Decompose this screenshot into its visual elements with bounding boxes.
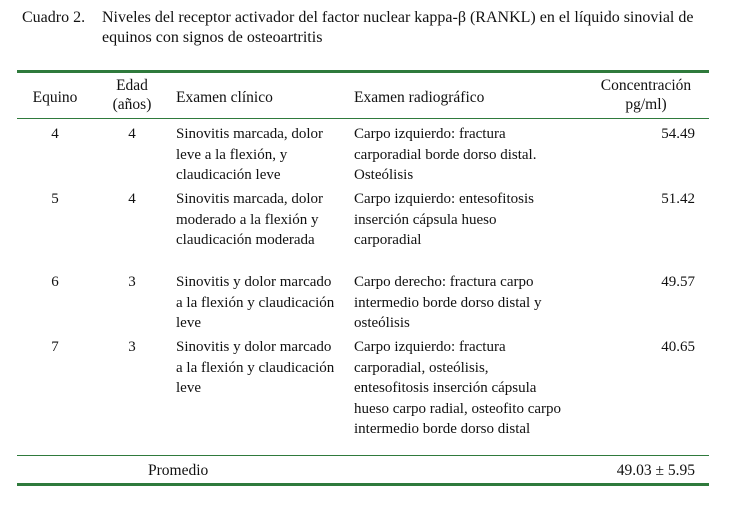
cell-clinico: Sinovitis y dolor marcado a la flexión y claudicación leve [176,274,335,331]
footer-label: Promedio [148,462,209,479]
cell-edad: 3 [128,339,136,355]
header-equino: Equino [32,89,78,106]
cell-conc: 40.65 [661,339,695,355]
header-conc-line2: pg/ml) [625,96,667,113]
caption-text: Niveles del receptor activador del factor nuclear kappa-β (RANKL) en el líquido sinovial de equinos con signos de osteoartritis [102,9,694,46]
cell-radio: Carpo izquierdo: fractura carporadial borde dorso distal. Osteólisis [354,126,537,183]
header-edad-line2: (años) [112,96,152,113]
header-radio: Examen radiográfico [354,89,485,106]
caption-label: Cuadro 2. [22,9,86,26]
cell-equino: 6 [51,274,59,290]
cell-radio: Carpo izquierdo: entesofitosis inserción cápsula hueso carporadial [354,191,534,248]
header-edad-line1: Edad [116,77,148,94]
cell-equino: 5 [51,191,59,207]
footer-value: 49.03 ± 5.95 [616,462,695,479]
cell-edad: 4 [128,191,136,207]
top-rule [17,70,709,73]
cell-edad: 4 [128,126,136,142]
cell-conc: 51.42 [661,191,695,207]
header-rule [17,118,709,119]
footer-rule [17,455,709,456]
cell-radio: Carpo derecho: fractura carpo intermedio borde dorso distal y osteólisis [354,274,542,331]
header-conc-line1: Concentración [600,77,692,94]
cell-equino: 4 [51,126,59,142]
header-clinico: Examen clínico [176,89,273,106]
cell-conc: 49.57 [661,274,695,290]
cell-clinico: Sinovitis marcada, dolor leve a la flexión, y claudicación leve [176,126,324,183]
cell-conc: 54.49 [661,126,695,142]
cell-edad: 3 [128,274,136,290]
cell-radio: Carpo izquierdo: fractura carporadial, osteólisis, entesofitosis inserción cápsula hueso carpo radial, osteofito carpo intermedio borde dorso distal [354,339,562,437]
cell-clinico: Sinovitis y dolor marcado a la flexión y claudicación leve [176,339,335,396]
cell-equino: 7 [51,339,59,355]
cell-clinico: Sinovitis marcada, dolor moderado a la flexión y claudicación moderada [176,191,324,248]
bottom-rule [17,483,709,486]
